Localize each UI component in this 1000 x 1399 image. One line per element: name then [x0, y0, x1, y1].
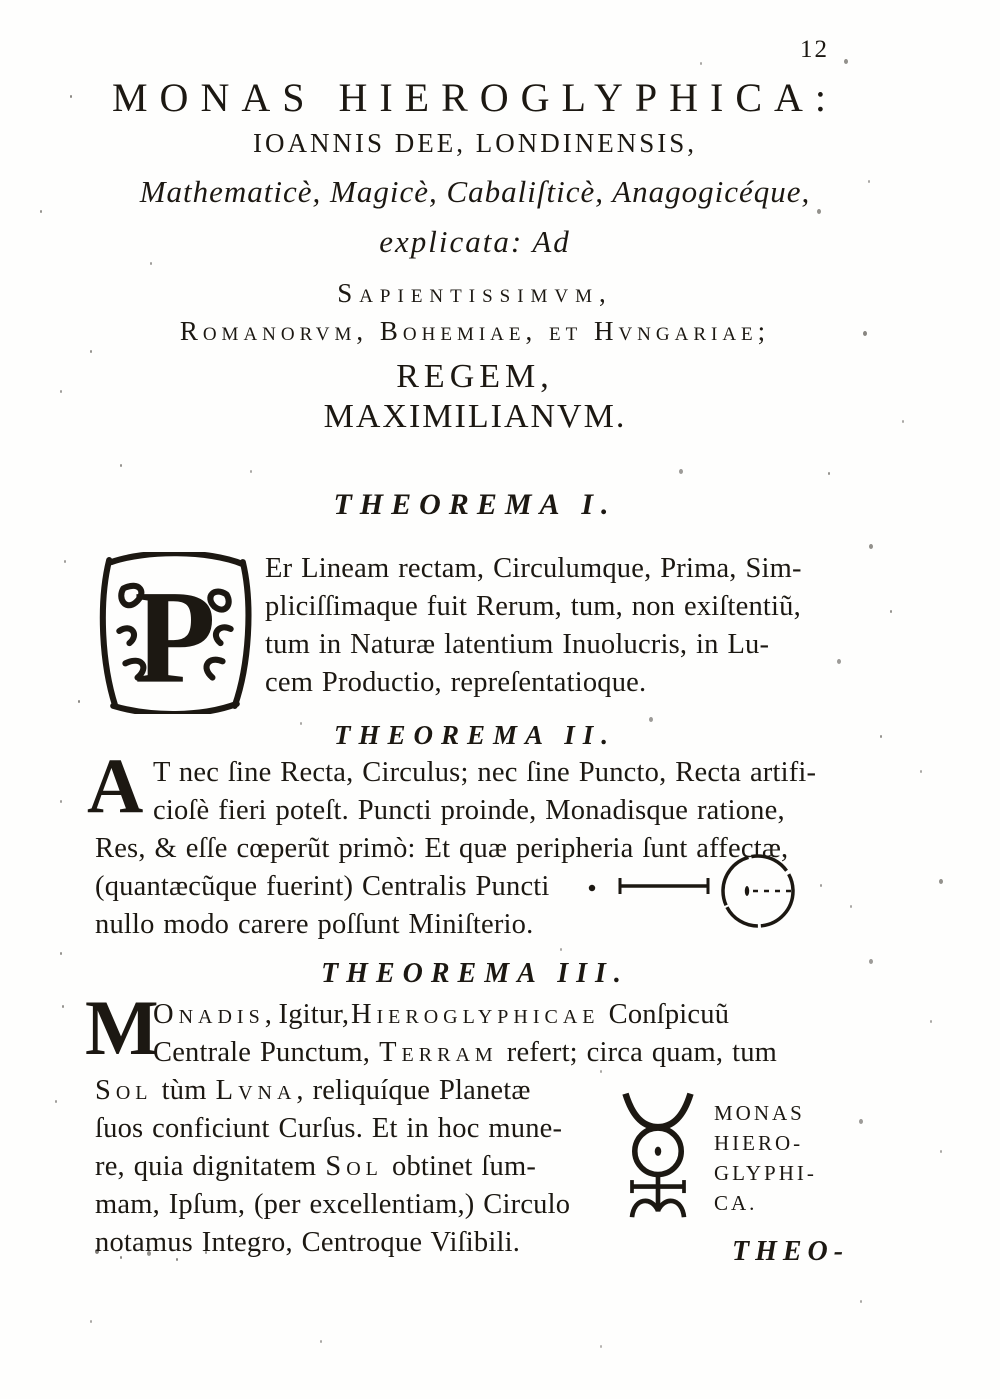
line5-pre: re, quia dignitatem [95, 1151, 317, 1182]
text-line [153, 996, 870, 1034]
dropcap-letter-p: P [134, 562, 216, 711]
text-line: ſuos conficiunt Curſus. Et in hoc mune- [95, 1113, 563, 1144]
point-segment-circle-diagram [582, 846, 822, 938]
text-line: T nec ſine Recta, Circulus; nec ſine Puncto, Recta artifi- [153, 757, 817, 788]
text-line: cem Productio, repreſentatioque. [265, 667, 647, 698]
author-line: IOANNIS DEE, LONDINENSIS, [253, 128, 697, 158]
margin-note-line: MONAS [714, 1101, 805, 1125]
margin-note-line: HIERO- [714, 1131, 804, 1155]
circle-figure [723, 856, 793, 926]
theorem-1-paragraph [95, 550, 870, 711]
scan-noise [0, 0, 2, 3]
text-line: tum in Naturæ latentium Inuolucris, in Lu- [265, 629, 770, 660]
text-line: notamus Integro, Centroque Viſibili. [95, 1227, 521, 1258]
theorem-3-heading: THEOREMA III. [321, 958, 629, 989]
text-line: Res, & eſſe cœperũt primò: Et quæ peripheria ſunt affectæ, [95, 833, 789, 864]
text-line: cioſè fieri poteſt. Puncti proinde, Monadisque ratione, [153, 795, 785, 826]
theorem-2-indented-lines [153, 754, 870, 830]
text-line: nullo modo carere poſſunt Miniſterio. [95, 909, 534, 940]
word-sol: Sol [95, 1075, 153, 1106]
dedication-line-4: MAXIMILIANVM. [323, 398, 627, 435]
monas-hieroglyphica-symbol [616, 1090, 700, 1220]
theorem-3-indented-lines [153, 996, 870, 1072]
margin-note [714, 1098, 874, 1218]
line2-post: refert; circa quam, tum [506, 1037, 778, 1068]
theorem-1-heading: THEOREMA I. [333, 488, 617, 521]
explicata-line: explicata: Ad [379, 224, 571, 259]
text-line: pliciſſimaque fuit Rerum, tum, non exiſtentiũ, [265, 591, 801, 622]
catchword: THEO- [732, 1236, 850, 1267]
text-line: Er Lineam rectam, Circulumque, Prima, Sim- [265, 553, 802, 584]
dropcap-letter-a: A [87, 742, 144, 829]
main-title: MONAS HIEROGLYPHICA: [111, 75, 838, 120]
margin-note-line: GLYPHI- [714, 1161, 817, 1185]
page-number: 12 [800, 36, 829, 63]
line5-post: obtinet ſum- [392, 1151, 537, 1182]
line3-tum: tùm [161, 1075, 207, 1106]
word-sol-2: Sol [325, 1151, 383, 1182]
dedication-line-3: REGEM, [396, 358, 554, 395]
word-conspicuum: Conſpicuũ [608, 999, 730, 1030]
word-hieroglyphicae: Hieroglyphicae [350, 999, 600, 1030]
line3-post: , reliquíque Planetæ [296, 1075, 531, 1106]
text-line: mam, Ipſum, (per excellentiam,) Circulo [95, 1189, 571, 1220]
margin-note-line: CA. [714, 1191, 758, 1215]
dropcap-letter-m: M [85, 984, 159, 1071]
text-line: (quantæcũque fuerint) Centralis Puncti [95, 871, 550, 902]
theorem-2-heading: THEOREMA II. [333, 720, 617, 750]
segment-figure [620, 878, 708, 894]
ornate-dropcap-p [95, 552, 257, 714]
theorem-1-text [265, 550, 870, 702]
line2-pre: Centrale Punctum, [153, 1037, 371, 1068]
modes-line: Mathematicè, Magicè, Cabaliſticè, Anagogicéque, [139, 174, 811, 209]
text-line [153, 1034, 870, 1072]
word-monadis: Onadis, [153, 999, 277, 1030]
word-terram: Terram [379, 1037, 498, 1068]
monas-center-dot [655, 1147, 662, 1156]
dedication-line-1: Sapientissimvm, [337, 278, 613, 308]
point-dot [589, 885, 595, 891]
word-lvna: Lvna [215, 1075, 297, 1106]
word-igitur: Igitur, [278, 999, 350, 1030]
dedication-line-2: Romanorvm, Bohemiae, et Hvngariae; [179, 316, 771, 346]
